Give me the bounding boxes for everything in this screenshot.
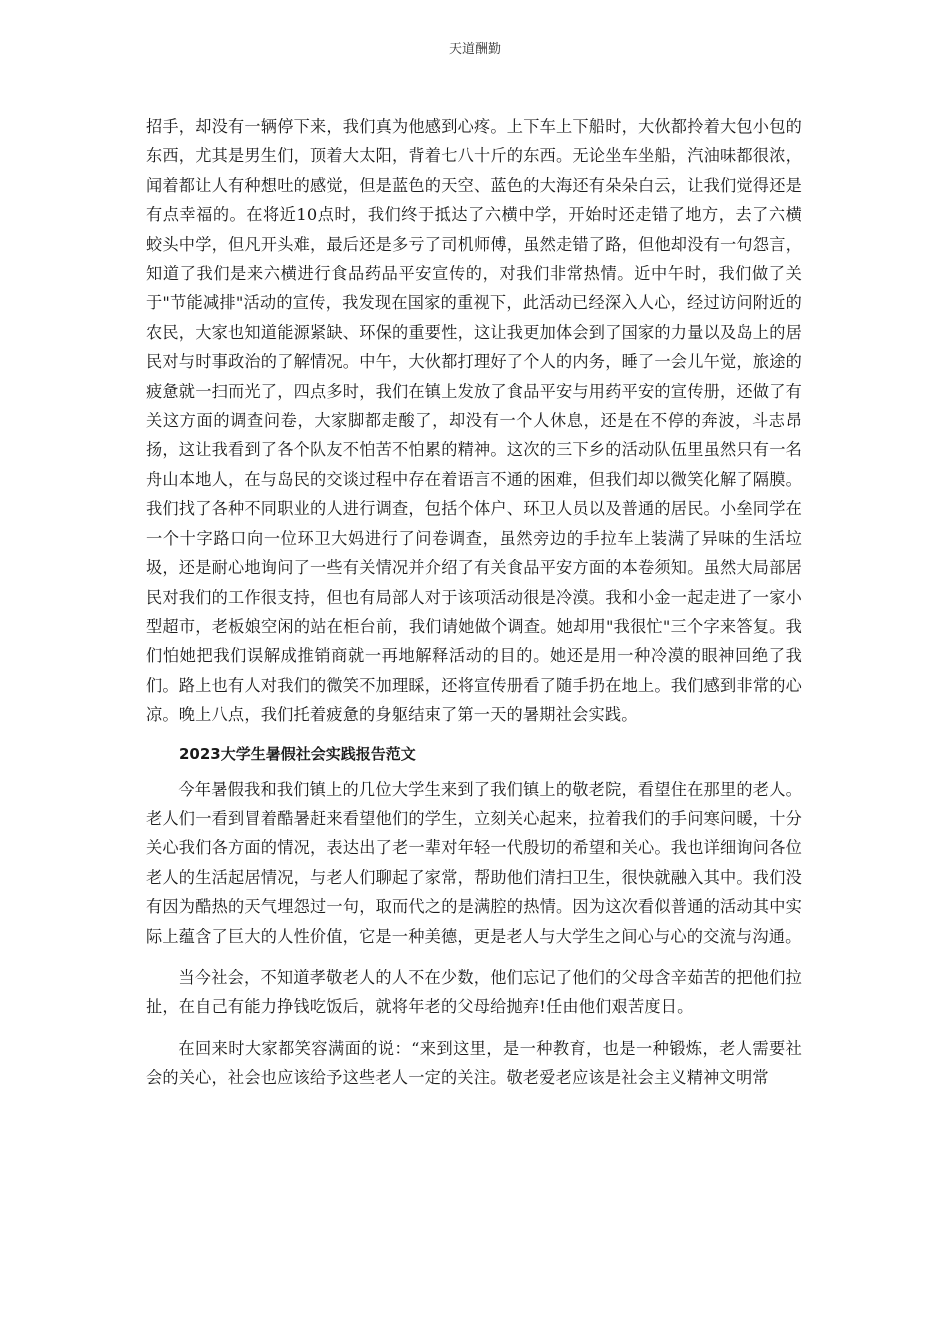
body-paragraph-4: 在回来时大家都笑容满面的说：“来到这里，是一种教育，也是一种锻炼，老人需要社会的关心，社会也应该给予这些老人一定的关注。敬老爱老应该是社会主义精神文明常 xyxy=(146,1038,802,1088)
document-body xyxy=(146,112,802,1093)
body-paragraph-2: 今年暑假我和我们镇上的几位大学生来到了我们镇上的敬老院，看望住在那里的老人。老人们一看到冒着酷暑赶来看望他们的学生，立刻关心起来，拉着我们的手问寒问暖，十分关心我们各方面的情况，表达出了老一辈对年轻一代殷切的希望和关心。我也详细询问各位老人的生活起居情况，与老人们聊起了家常，帮助他们清扫卫生，很快就融入其中。我们没有因为酷热的天气埋怨过一句，取而代之的是满腔的热情。因为这次看似普通的活动其中实际上蕴含了巨大的人性价值，它是一种美德，更是老人与大学生之间心与心的交流与沟通。 xyxy=(146,779,802,946)
section-title: 2023大学生暑假社会实践报告范文 xyxy=(179,744,416,763)
page-header: 天道酬勤 xyxy=(448,42,501,57)
body-paragraph-1: 招手，却没有一辆停下来，我们真为他感到心疼。上下车上下船时，大伙都拎着大包小包的东西，尤其是男生们，顶着大太阳，背着七八十斤的东西。无论坐车坐船，汽油味都很浓，闻着都让人有种想吐的感觉，但是蓝色的天空、蓝色的大海还有朵朵白云，让我们觉得还是有点幸福的。在将近10点时，我们终于抵达了六横中学，开始时还走错了地方，去了六横蛟头中学，但凡开头难，最后还是多亏了司机师傅，虽然走错了路，但他却没有一句怨言，知道了我们是来六横进行食品药品平安宣传的，对我们非常热情。近中午时，我们做了关于"节能减排"活动的宣传，我发现在国家的重视下，此活动已经深入人心，经过访问附近的农民，大家也知道能源紧缺、环保的重要性，这让我更加体会到了国家的力量以及岛上的居民对与时事政治的了解情况。中午，大伙都打理好了个人的内务，睡了一会儿午觉，旅途的疲惫就一扫而光了，四点多时，我们在镇上发放了食品平安与用药平安的宣传册，还做了有关这方面的调查问卷，大家脚都走酸了，却没有一个人休息，还是在不停的奔波，斗志昂扬，这让我看到了各个队友不怕苦不怕累的精神。这次的三下乡的活动队伍里虽然只有一名舟山本地人，在与岛民的交谈过程中存在着语言不通的困难，但我们却以微笑化解了隔膜。我们找了各种不同职业的人进行调查，包括个体户、环卫人员以及普通的居民。小垒同学在一个十字路口向一位环卫大妈进行了问卷调查，虽然旁边的手拉车上装满了异味的生活垃圾，还是耐心地询问了一些有关情况并介绍了有关食品平安方面的本卷须知。虽然大局部居民对我们的工作很支持，但也有局部人对于该项活动很是冷漠。我和小金一起走进了一家小型超市，老板娘空闲的站在柜台前，我们请她做个调查。她却用"我很忙"三个字来答复。我们怕她把我们误解成推销商就一再地解释活动的目的。她还是用一种冷漠的眼神回绝了我们。路上也有人对我们的微笑不加理睬，还将宣传册看了随手扔在地上。我们感到非常的心凉。晚上八点，我们托着疲惫的身躯结束了第一天的暑期社会实践。 xyxy=(146,117,802,725)
body-paragraph-3: 当今社会，不知道孝敬老人的人不在少数，他们忘记了他们的父母含辛茹苦的把他们拉扯，在自己有能力挣钱吃饭后，就将年老的父母给抛弃!任由他们艰苦度日。 xyxy=(146,967,802,1017)
